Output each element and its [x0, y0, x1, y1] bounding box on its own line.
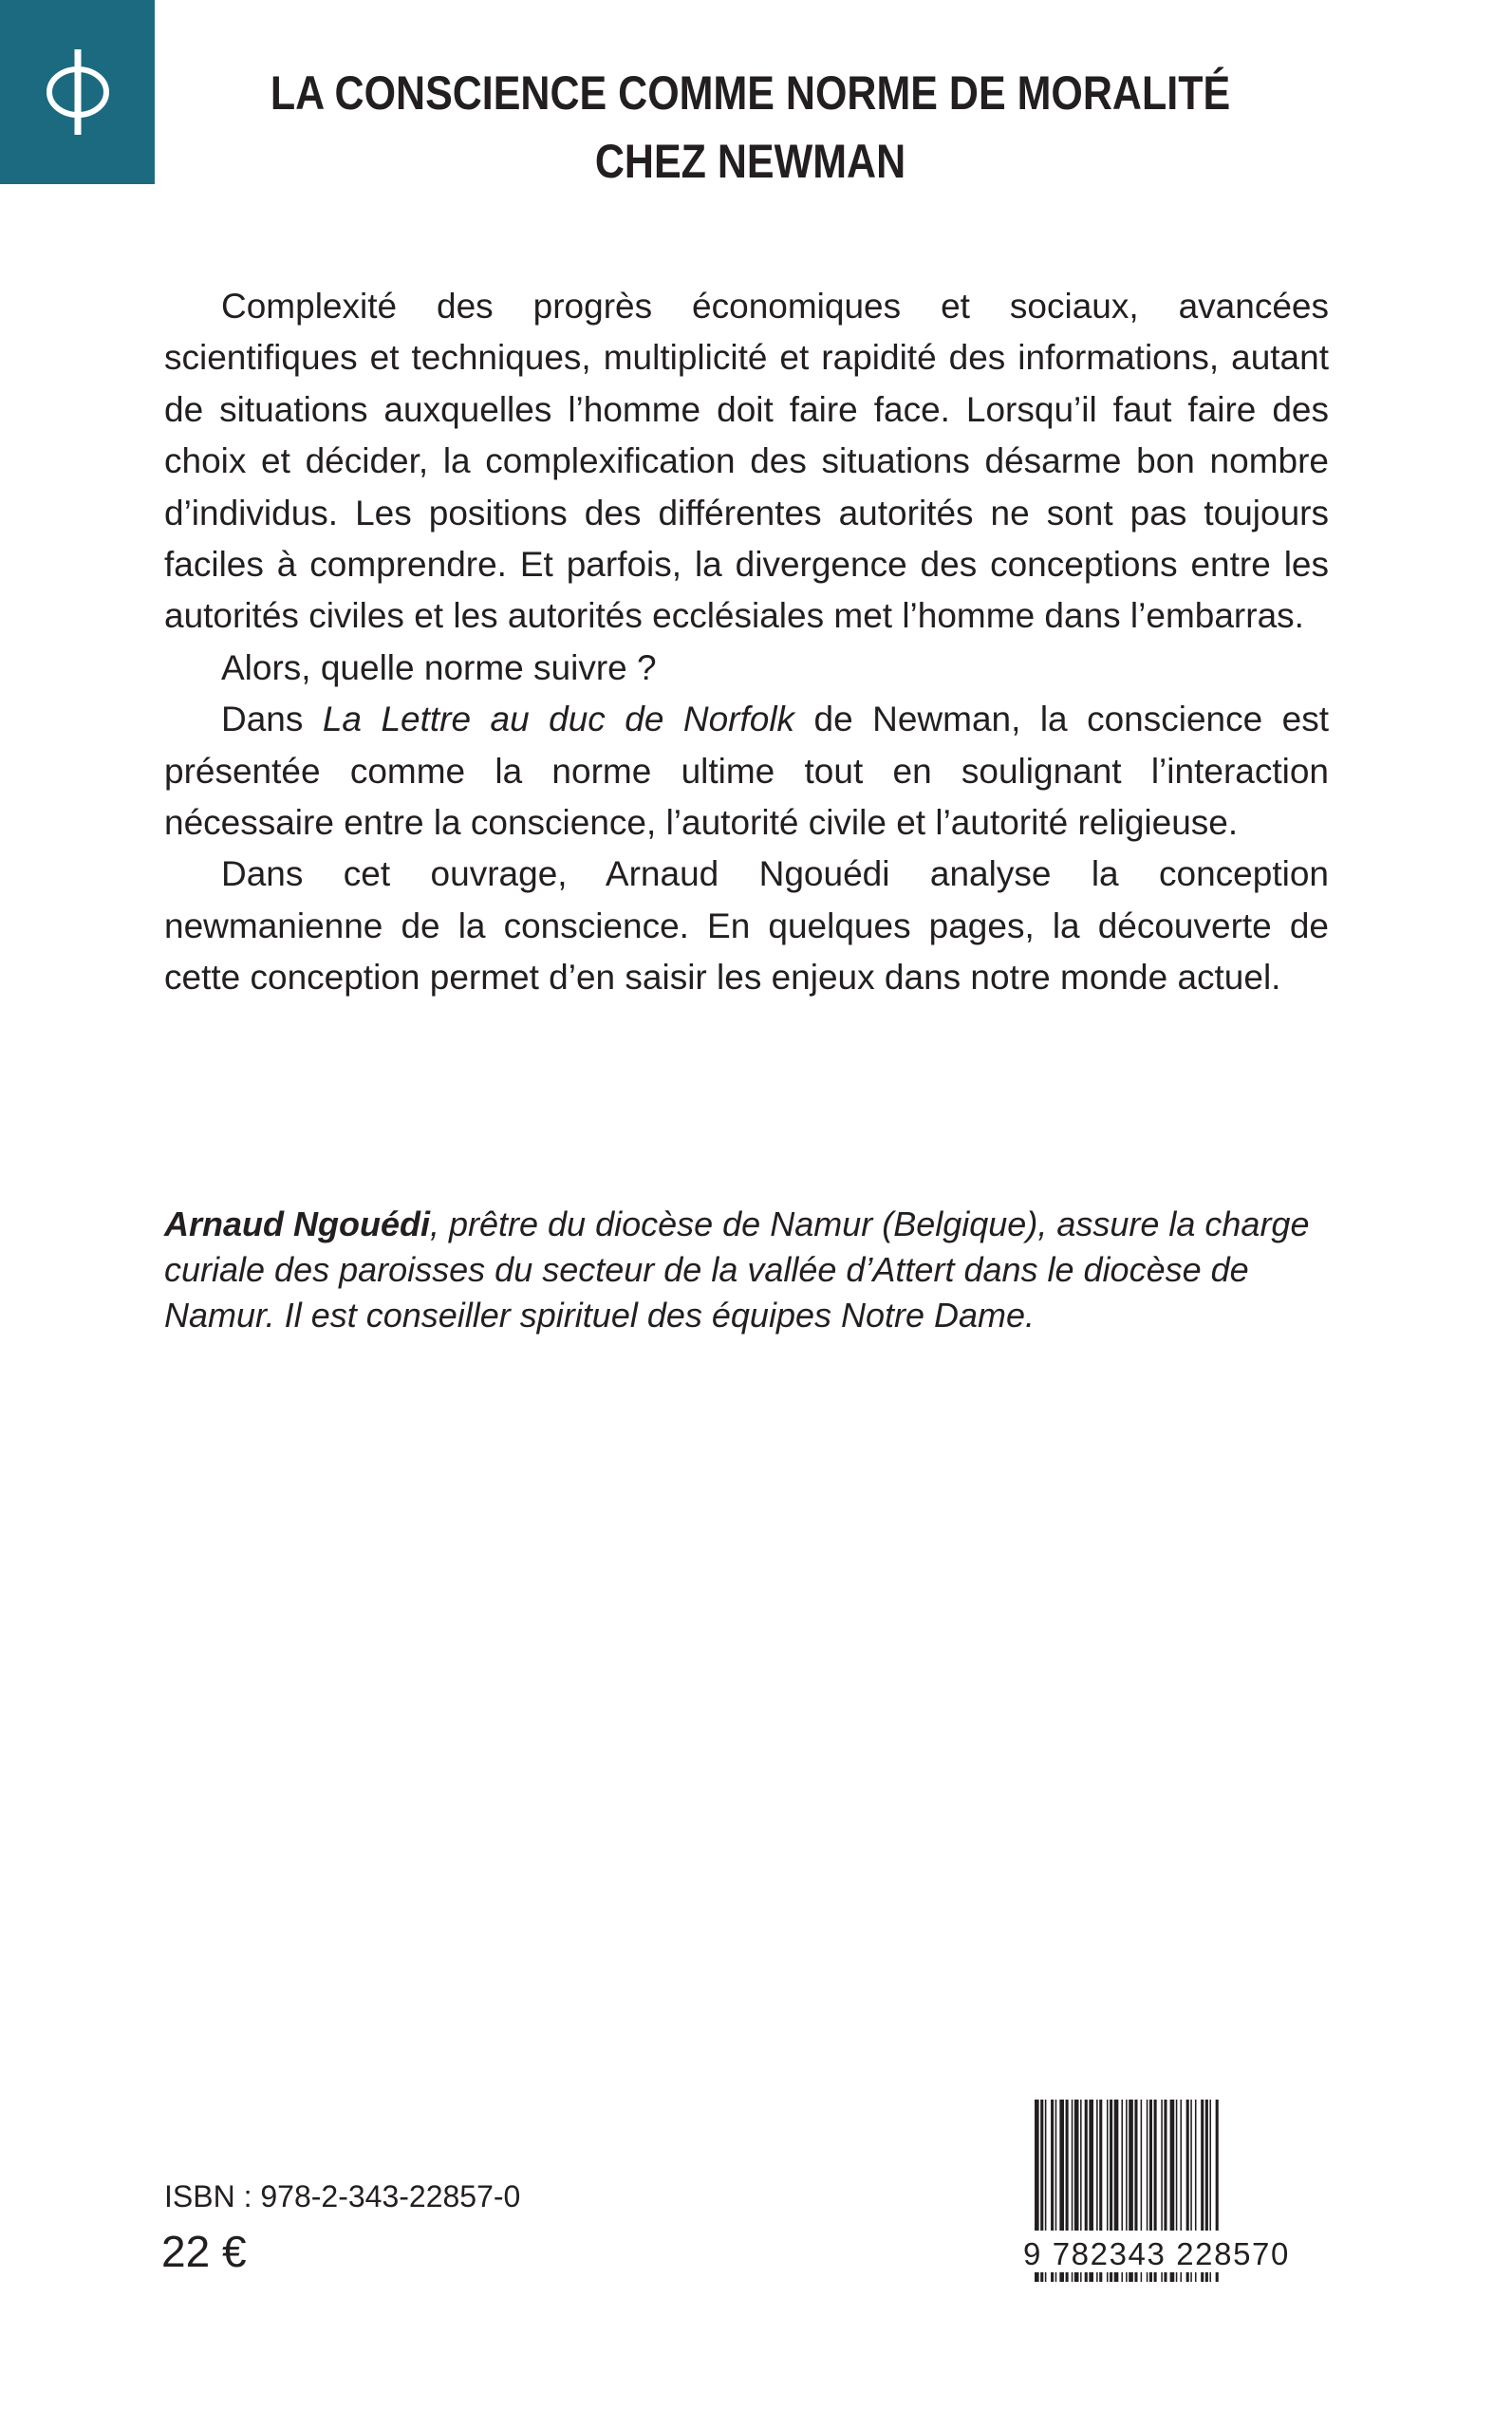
blurb-paragraph-2: Alors, quelle norme suivre ? [221, 647, 657, 687]
barcode-digits: 9 782343 228570 [1023, 2231, 1336, 2272]
cited-work-title: La Lettre au duc de Norfolk [322, 700, 795, 739]
author-bio [164, 1202, 1329, 1338]
book-title [238, 59, 1262, 196]
blurb-paragraph-3 [164, 694, 1329, 849]
author-name: Arnaud Ngouédi [164, 1204, 430, 1243]
blurb [164, 281, 1329, 1004]
author-bio-text: , prêtre du diocèse de Namur (Belgique), assure la charge curiale des paroisses du secteur de la vallée d’Attert dans le diocèse de Namur. Il est conseiller spirituel des équipes Notre Dame. [164, 1204, 1310, 1335]
blurb-paragraph-1: Complexité des progrès économiques et sociaux, avancées scientifiques et techniques, multiplicité et rapidité des informations, autant de situations auxquelles l’homme doit faire face. Lorsqu’il faut faire des choix et décider, la complexification des situations désarme bon nombre d’individus. Les positions des différentes autorités ne sont pas toujours faciles à comprendre. Et parfois, la divergence des conceptions entre les autorités civiles et les autorités ecclésiales met l’homme dans l’embarras. [164, 287, 1329, 636]
blurb-p3-after: de Newman, la conscience est présentée comme la norme ultime tout en soulignant l’interaction nécessaire entre la conscience, l’autorité civile et l’autorité religieuse. [164, 700, 1330, 843]
blurb-p3-before: Dans [221, 700, 323, 739]
blurb-paragraph-4: Dans cet ouvrage, Arnaud Ngouédi analyse la conception newmanienne de la conscience. En quelques pages, la découverte de cette conception permet d’en saisir les enjeux dans notre monde actuel. [164, 854, 1329, 998]
book-title-line-1: LA CONSCIENCE COMME NORME DE MORALITÉ [270, 66, 1231, 120]
publisher-logo [0, 0, 155, 184]
price: 22 € [161, 2227, 247, 2276]
book-title-line-2: CHEZ NEWMAN [594, 135, 906, 188]
isbn: ISBN : 978-2-343-22857-0 [164, 2179, 521, 2213]
phi-icon [40, 40, 116, 144]
